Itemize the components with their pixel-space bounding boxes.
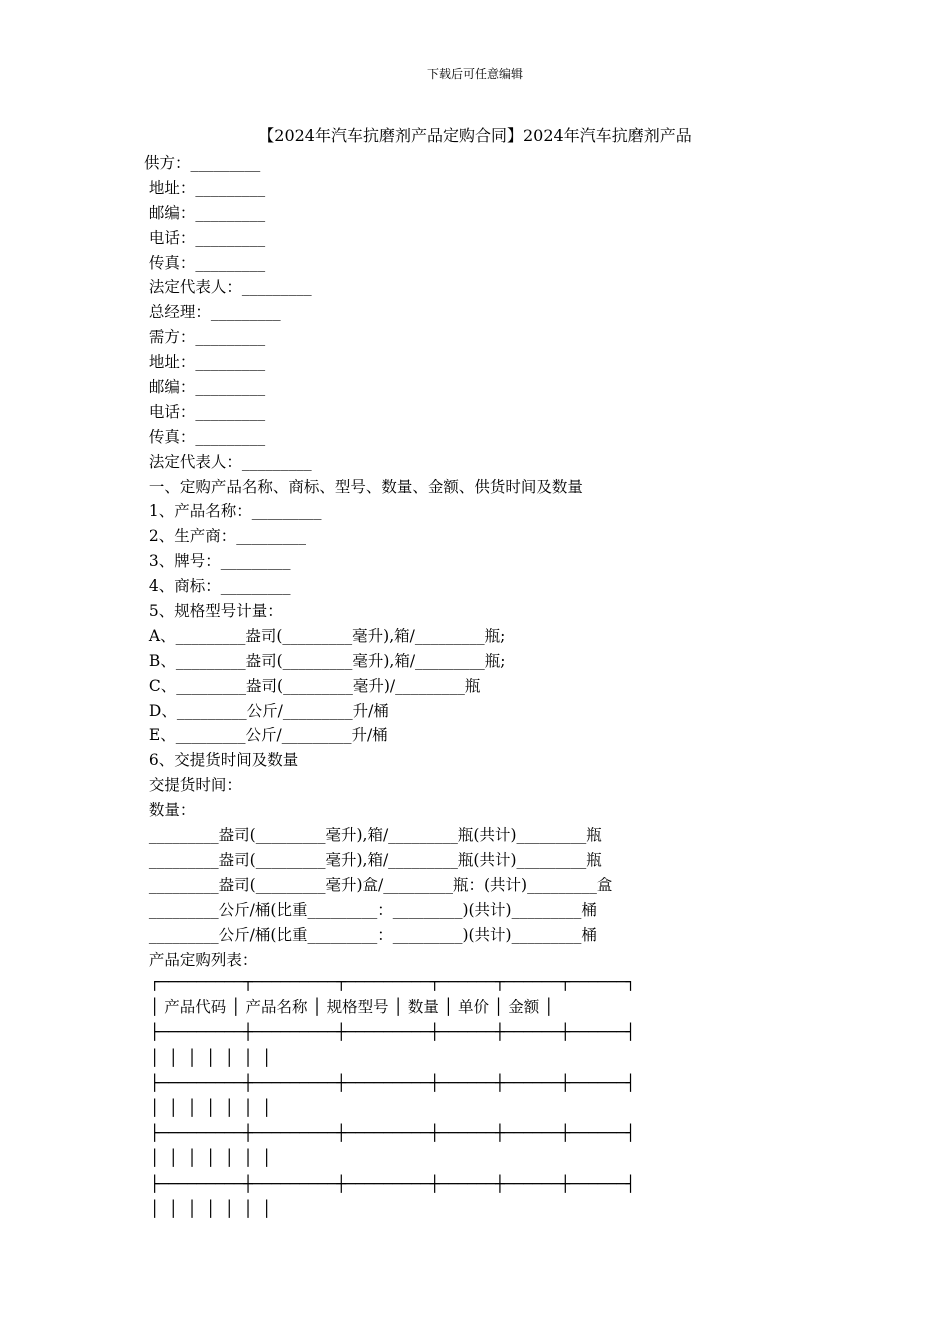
body-line: 产品定购列表： xyxy=(144,950,258,969)
body-line: B、_________盎司(_________毫升),箱/_________瓶; xyxy=(144,651,506,670)
contract-body xyxy=(144,151,864,972)
body-line: D、_________公斤/_________升/桶 xyxy=(144,701,389,720)
body-line: 电话：_________ xyxy=(144,402,266,421)
body-line: 地址：_________ xyxy=(144,178,266,197)
header-note: 下载后可任意编辑 xyxy=(426,67,523,81)
body-line: _________公斤/桶(比重_________：_________)(共计)_________桶 xyxy=(144,925,597,944)
table-row: │ │ │ │ │ │ │ xyxy=(150,1048,272,1067)
body-line: _________盎司(_________毫升),箱/_________瓶(共计)_________瓶 xyxy=(144,826,602,845)
body-line: 电话：_________ xyxy=(144,228,266,247)
body-line: _________盎司(_________毫升),箱/_________瓶(共计)_________瓶 xyxy=(144,850,602,869)
body-line: 5、规格型号计量： xyxy=(144,602,283,621)
table-border-line: ├─────────┼─────────┼─────────┼──────┼──────┼──────┤ xyxy=(150,1174,636,1193)
body-line: 3、牌号：_________ xyxy=(144,552,291,571)
section-heading: 一、定购产品名称、商标、型号、数量、金额、供货时间及数量 xyxy=(144,477,583,496)
body-line: E、_________公斤/_________升/桶 xyxy=(144,726,388,745)
body-line: _________公斤/桶(比重_________：_________)(共计)_________桶 xyxy=(144,900,597,919)
table-row: │ │ │ │ │ │ │ xyxy=(150,1199,272,1218)
body-line: 传真：_________ xyxy=(144,253,266,272)
body-line: 供方：_________ xyxy=(144,154,261,172)
product-order-table xyxy=(150,970,870,1222)
body-line: 传真：_________ xyxy=(144,427,266,446)
body-line: 6、交提货时间及数量 xyxy=(144,751,299,770)
body-line: 2、生产商：_________ xyxy=(144,527,307,546)
body-line: 总经理：_________ xyxy=(144,303,281,322)
body-line: 法定代表人：_________ xyxy=(144,278,312,297)
body-line: 邮编：_________ xyxy=(144,203,266,222)
table-border-line: ├─────────┼─────────┼─────────┼──────┼──────┼──────┤ xyxy=(150,1124,636,1143)
table-header-row: │ 产品代码 │ 产品名称 │ 规格型号 │ 数量 │ 单价 │ 金额 │ xyxy=(150,998,554,1017)
body-line: 4、商标：_________ xyxy=(144,577,291,596)
body-line: _________盎司(_________毫升)盒/_________瓶：(共计)_________盒 xyxy=(144,875,613,894)
body-line: 1、产品名称：_________ xyxy=(144,502,322,521)
document-title: 【2024年汽车抗磨剂产品定购合同】2024年汽车抗磨剂产品 xyxy=(258,126,692,145)
table-border-line: ├─────────┼─────────┼─────────┼──────┼──────┼──────┤ xyxy=(150,1073,636,1092)
body-line: 交提货时间： xyxy=(144,776,242,795)
table-row: │ │ │ │ │ │ │ xyxy=(150,1149,272,1168)
body-line: 法定代表人：_________ xyxy=(144,452,312,471)
body-line: 邮编：_________ xyxy=(144,378,266,397)
body-line: 需方：_________ xyxy=(144,328,266,347)
table-border-line: ├─────────┼─────────┼─────────┼──────┼──────┼──────┤ xyxy=(150,1023,636,1042)
table-border-line: ┌─────────┬─────────┬─────────┬──────┬──────┬──────┐ xyxy=(150,973,636,991)
body-line: C、_________盎司(_________毫升)/_________瓶 xyxy=(144,676,481,695)
table-row: │ │ │ │ │ │ │ xyxy=(150,1098,272,1117)
body-line: 地址：_________ xyxy=(144,353,266,372)
body-line: A、_________盎司(_________毫升),箱/_________瓶; xyxy=(144,626,506,645)
body-line: 数量： xyxy=(144,801,196,820)
